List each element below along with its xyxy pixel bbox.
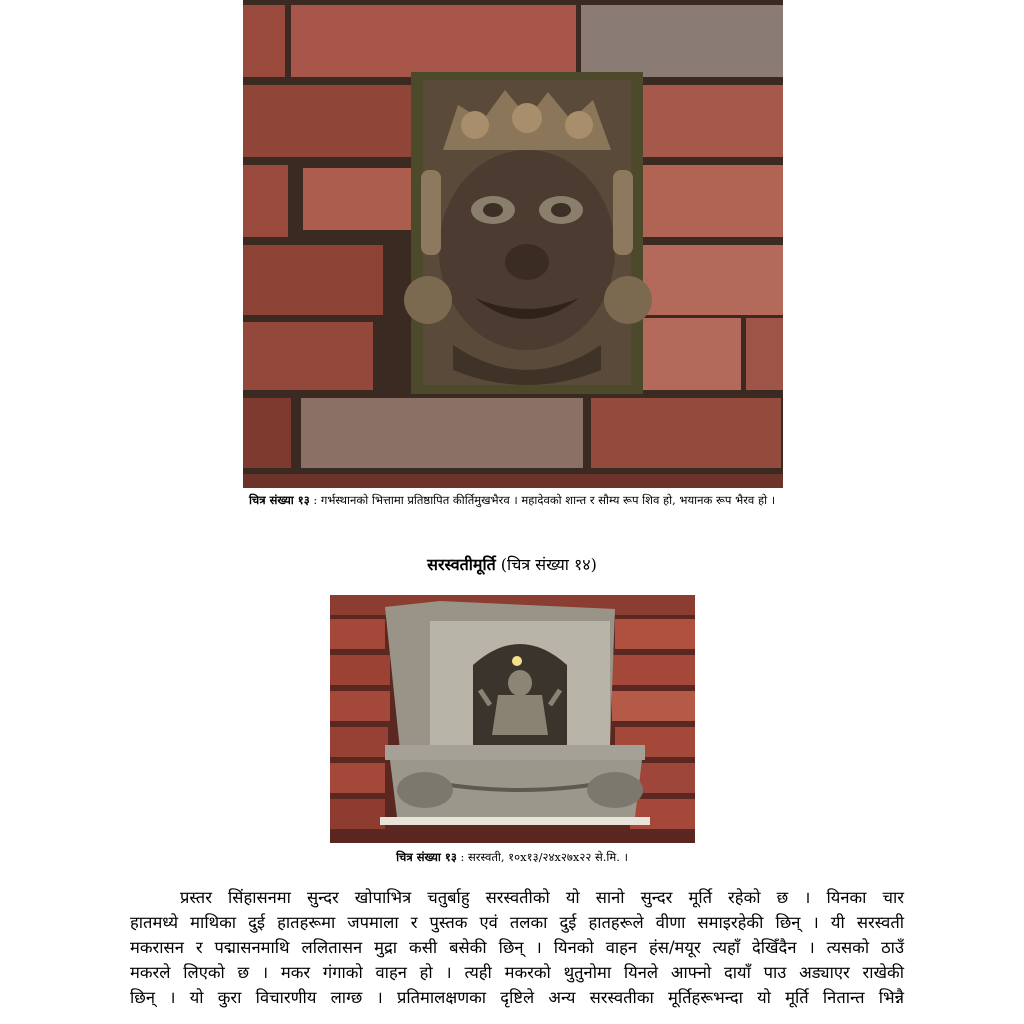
section-heading [0, 553, 1024, 575]
body-line: हातमध्ये माथिका दुई हातहरूमा जपमाला र पुस्तक एवं तलका दुई हातहरूले वीणा समाइरहेकी छिन् । यी सरस्वती [130, 913, 904, 932]
kirtimukha-bhairav-image [243, 0, 783, 488]
figure2-caption-text: : सरस्वती, १०x१३/२४x२७x२२ से.मि. । [456, 850, 628, 864]
section-subtitle: (चित्र संख्या १४) [495, 555, 597, 574]
body-line: प्रस्तर सिंहासनमा सुन्दर खोपाभित्र चतुर्बाहु सरस्वतीको यो सानो सुन्दर मूर्ति रहेको छ । यिनका चार [180, 888, 904, 907]
body-line: मकरासन र पद्मासनमाथि ललितासन मुद्रा कसी बसेकी छिन् । यिनको वाहन हंस/मयूर त्यहाँ देखिँदैन । त्यसको ठाउँ [130, 938, 904, 957]
saraswati-sculpture-image [330, 595, 695, 843]
figure2-caption [0, 850, 1024, 865]
body-line: छिन् । यो कुरा विचारणीय लाग्छ । प्रतिमालक्षणका दृष्टिले अन्य सरस्वतीका मूर्तिहरूभन्दा यो मूर्ति नितान्त भिन्नै [130, 988, 904, 1007]
body-line: मकरले लिएको छ । मकर गंगाको वाहन हो । त्यही मकरको थुतुनोमा यिनले आफ्नो दायाँ पाउ अड्याएर राखेकी [130, 963, 904, 982]
section-title: सरस्वतीमूर्ति [427, 555, 496, 574]
figure2-label: चित्र संख्या १३ [396, 850, 457, 864]
saraswati-sculpture-photo [330, 595, 695, 843]
body-paragraph [130, 885, 904, 1010]
kirtimukha-bhairav-photo [243, 0, 783, 488]
figure1-caption-text: : गर्भस्थानको भित्तामा प्रतिष्ठापित कीर्तिमुखभैरव । महादेवको शान्त र सौम्य रूप शिव हो, भयानक रूप भैरव हो । [309, 493, 776, 507]
figure1-caption [0, 493, 1024, 508]
figure1-label: चित्र संख्या १३ [248, 493, 310, 507]
